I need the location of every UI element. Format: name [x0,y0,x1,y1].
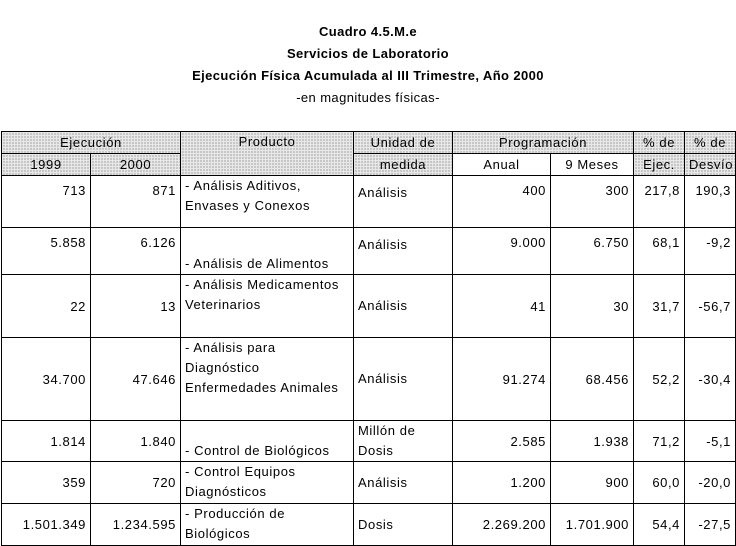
cell-9-meses: 30 [551,275,634,338]
cell-pct-desvio: -5,1 [685,421,736,462]
header-unidad-line1: Unidad de [370,134,436,150]
cell-producto: - Producción de Biológicos [181,504,354,546]
header-pct-ejec [634,132,685,154]
header-pct-ejec-line2: Ejec. [643,156,675,172]
cell-1999: 713 [2,176,91,228]
table-row [2,275,736,338]
cell-pct-desvio: -20,0 [685,462,736,504]
cell-1999: 1.814 [2,421,91,462]
header-unidad [354,132,453,154]
cell-2000: 1.840 [91,421,181,462]
table-units-note: -en magnitudes físicas- [296,90,440,105]
cell-unidad: Análisis [354,176,453,228]
cell-anual: 400 [453,176,551,228]
header-pct-ejec-line1: % de [643,134,676,150]
table-row [2,338,736,421]
header-unidad-line2: medida [379,156,427,172]
header-ejecucion: Ejecución [2,132,181,154]
cell-pct-desvio: -27,5 [685,504,736,546]
cell-9-meses: 1.938 [551,421,634,462]
cell-2000: 6.126 [91,228,181,275]
cell-1999: 359 [2,462,91,504]
table-title: Servicios de Laboratorio [286,46,450,61]
cell-9-meses: 900 [551,462,634,504]
cell-pct-desvio: -9,2 [685,228,736,275]
header-unidad-medida [354,154,453,176]
header-producto: Producto [181,132,354,176]
header-pct-desvio-line1: % de [694,134,727,150]
header-9-meses: 9 Meses [551,154,634,176]
cell-pct-desvio: -30,4 [685,338,736,421]
cell-producto: - Análisis Medicamentos Veterinarios [181,275,354,338]
header-year-2000: 2000 [91,154,181,176]
table-row [2,504,736,546]
cell-producto: - Análisis para Diagnóstico Enfermedades Animales [181,338,354,421]
table-number: Cuadro 4.5.M.e [318,24,418,39]
cell-2000: 720 [91,462,181,504]
report-titles [0,21,736,109]
cell-producto: - Análisis de Alimentos [181,228,354,275]
table-row [2,421,736,462]
cell-anual: 2.269.200 [453,504,551,546]
cell-anual: 41 [453,275,551,338]
cell-1999: 34.700 [2,338,91,421]
table-subtitle: Ejecución Física Acumulada al III Trimestre, Año 2000 [192,68,544,83]
laboratory-services-table [1,131,736,546]
header-year-1999: 1999 [2,154,91,176]
header-programacion: Programación [453,132,634,154]
header-pct-ejec-2 [634,154,685,176]
cell-pct-ejec: 31,7 [634,275,685,338]
cell-9-meses: 68.456 [551,338,634,421]
cell-pct-desvio: -56,7 [685,275,736,338]
cell-pct-ejec: 68,1 [634,228,685,275]
table-row [2,462,736,504]
cell-unidad: Dosis [354,504,453,546]
header-pct-desvio-2 [685,154,736,176]
cell-1999: 5.858 [2,228,91,275]
cell-anual: 2.585 [453,421,551,462]
cell-pct-ejec: 217,8 [634,176,685,228]
cell-producto: - Control Equipos Diagnósticos [181,462,354,504]
cell-pct-ejec: 52,2 [634,338,685,421]
cell-pct-ejec: 60,0 [634,462,685,504]
cell-2000: 47.646 [91,338,181,421]
cell-1999: 22 [2,275,91,338]
header-pct-desvio [685,132,736,154]
cell-9-meses: 6.750 [551,228,634,275]
cell-unidad: Análisis [354,228,453,275]
header-anual: Anual [453,154,551,176]
cell-unidad: Millón de Dosis [354,421,453,462]
cell-pct-ejec: 54,4 [634,504,685,546]
cell-9-meses: 1.701.900 [551,504,634,546]
cell-unidad: Análisis [354,462,453,504]
cell-anual: 9.000 [453,228,551,275]
cell-anual: 91.274 [453,338,551,421]
cell-anual: 1.200 [453,462,551,504]
cell-2000: 13 [91,275,181,338]
cell-producto: - Control de Biológicos [181,421,354,462]
cell-1999: 1.501.349 [2,504,91,546]
cell-unidad: Análisis [354,338,453,421]
cell-2000: 871 [91,176,181,228]
cell-pct-desvio: 190,3 [685,176,736,228]
header-pct-desvio-line2: Desvío [689,156,734,172]
cell-pct-ejec: 71,2 [634,421,685,462]
cell-9-meses: 300 [551,176,634,228]
cell-unidad: Análisis [354,275,453,338]
header-row-1 [2,132,736,154]
cell-producto: - Análisis Aditivos, Envases y Conexos [181,176,354,228]
header-row-2 [2,154,736,176]
table-row [2,228,736,275]
cell-2000: 1.234.595 [91,504,181,546]
table-row [2,176,736,228]
